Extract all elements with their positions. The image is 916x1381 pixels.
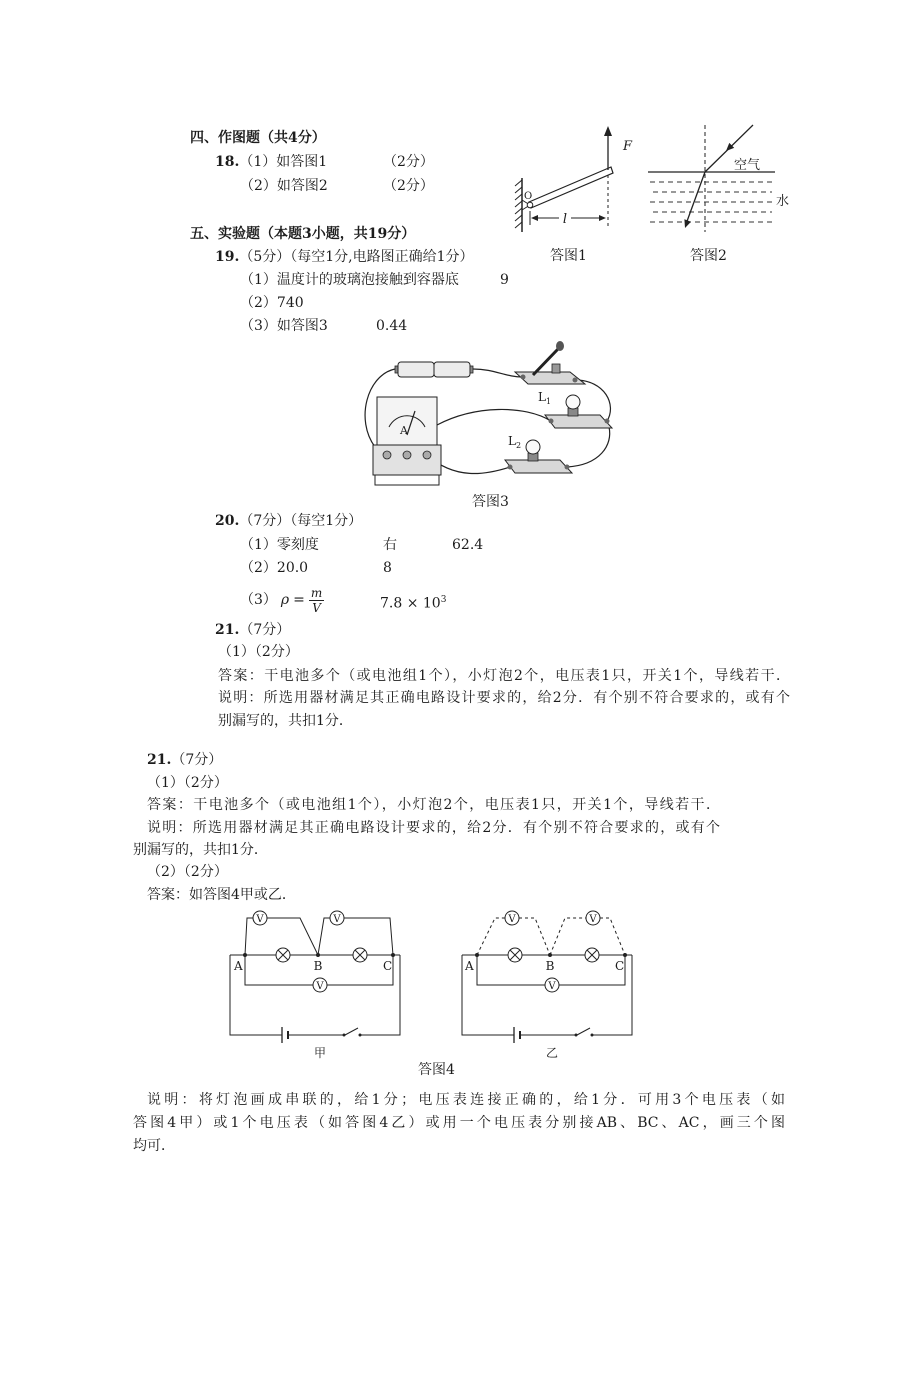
circuit-jia-label: 甲 — [313, 1046, 327, 1060]
q20-number: 20. — [215, 513, 240, 529]
lamp2-terminal — [565, 465, 570, 470]
ammeter-base — [373, 445, 441, 475]
q21-part1: （1）（2分） — [147, 775, 228, 791]
wall-hatch-line — [515, 222, 522, 228]
lamp1-base — [545, 415, 612, 428]
q20-part2: （2）20.0 — [240, 560, 309, 576]
lamp1-terminal — [549, 419, 554, 424]
switch-contact — [343, 1034, 346, 1037]
wire — [567, 427, 610, 467]
point-a-label: A — [234, 959, 243, 973]
q18-part1-text: （1）如答图1 — [239, 154, 328, 170]
q21-final-note-line3: 均可． — [133, 1138, 175, 1154]
wall-hatch-line — [515, 194, 522, 200]
voltmeter-bc-wire — [344, 918, 393, 955]
switch-contact — [591, 1034, 594, 1037]
voltmeter-symbol: V — [333, 914, 341, 925]
force-arrow-head — [604, 126, 612, 136]
lamp1-subscript: 1 — [545, 397, 552, 406]
point-b-label: B — [313, 959, 323, 973]
q19-part3-answer: 0.44 — [376, 318, 408, 334]
wire — [437, 409, 551, 425]
battery-cell-2 — [434, 362, 470, 377]
q20-part1-answer-b: 62.4 — [452, 537, 484, 553]
lamp2-letter: L — [508, 434, 516, 448]
lamp1-terminal — [605, 419, 610, 424]
q21-final-note-line1: 说明：将灯泡画成串联的，给1分；电压表连接正确的，给1分．可用3个电压表（如 — [147, 1092, 785, 1108]
voltmeter-symbol: V — [548, 981, 556, 992]
junction-b — [316, 953, 320, 957]
q21-first-header — [215, 621, 290, 639]
section5-title: 五、实验题（本题3小题，共19分） — [190, 226, 416, 242]
wire — [592, 955, 632, 1035]
arm-label: l — [562, 212, 568, 227]
lamp2-subscript: 2 — [515, 441, 522, 450]
point-c-label: C — [615, 959, 625, 973]
q20-part3-label: （3） — [240, 592, 277, 608]
density-value-mantissa: 7.8 × 10 — [380, 595, 441, 612]
wire — [360, 955, 400, 1035]
switch-clip — [552, 364, 560, 373]
ammeter-face — [377, 397, 437, 445]
q19-part3: （3）如答图3 — [240, 318, 328, 334]
ammeter-label-strip — [375, 475, 439, 485]
ammeter-label: A — [400, 424, 408, 437]
q18-number: 18. — [215, 154, 240, 170]
section4-title: 四、作图题（共4分） — [190, 130, 326, 146]
switch-blade — [345, 1028, 358, 1035]
switch-blade — [577, 1028, 590, 1035]
density-value-exponent: 3 — [440, 595, 447, 605]
q18-part1-score: （2分） — [383, 154, 434, 170]
switch-contact — [575, 1034, 578, 1037]
q20-part1-answer-a: 右 — [383, 537, 397, 553]
figure-3-circuit — [355, 335, 620, 495]
lamp2-terminal — [508, 465, 513, 470]
wall-hatch-line — [515, 208, 522, 214]
pivot-point — [527, 202, 533, 208]
q20-part2-answer: 8 — [383, 560, 392, 576]
ammeter-terminal — [423, 451, 431, 459]
q21-part2: （2）（2分） — [147, 864, 228, 880]
figure-1-caption: 答图1 — [550, 248, 587, 264]
lamp1-bulb — [566, 395, 580, 409]
switch-contact — [359, 1034, 362, 1037]
figure-2-caption: 答图2 — [690, 248, 727, 264]
q21-part2-answer: 答案：如答图4甲或乙． — [147, 887, 296, 903]
circuit-jia — [230, 911, 400, 1060]
q21-first-part1: （1）（2分） — [218, 644, 299, 660]
optional-voltmeter-ab-wire — [519, 918, 550, 955]
circuit-yi-label: 乙 — [545, 1046, 559, 1060]
junction-a — [243, 953, 247, 957]
voltmeter-symbol: V — [589, 914, 597, 925]
q21-first-answer: 答案：干电池多个（或电池组1个），小灯泡2个，电压表1只，开关1个，导线若干． — [218, 668, 790, 684]
optional-voltmeter-bc-wire — [600, 918, 625, 955]
circuit-yi — [462, 911, 632, 1060]
lamp2-bulb — [526, 440, 540, 454]
lever-rod — [529, 167, 613, 208]
q18-part1 — [215, 153, 327, 171]
junction-c — [623, 953, 627, 957]
figure-1-lever — [505, 120, 640, 238]
switch-terminal — [573, 378, 578, 383]
battery-terminal — [470, 366, 473, 373]
q21-header-text: （7分） — [171, 752, 223, 768]
pivot-label: O — [524, 191, 533, 202]
q19-number: 19. — [215, 249, 240, 265]
equals-sign: = — [293, 592, 305, 608]
q21-first-number: 21. — [215, 622, 240, 638]
q20-header — [215, 512, 362, 530]
junction-b — [548, 953, 552, 957]
q19-part1: （1）温度计的玻璃泡接触到容器底 — [240, 272, 459, 288]
wall-hatch-line — [515, 187, 522, 193]
switch-terminal — [521, 375, 526, 380]
lamp1-label — [538, 390, 551, 406]
q21-number: 21. — [147, 752, 172, 768]
q19-header-text: （5分）（每空1分,电路图正确给1分） — [239, 249, 474, 265]
q21-first-note-line1: 说明：所选用器材满足其正确电路设计要求的，给2分．有个别不符合要求的，或有个 — [218, 690, 790, 706]
point-c-label: C — [383, 959, 393, 973]
voltmeter-symbol: V — [256, 914, 264, 925]
q21-first-header-text: （7分） — [239, 622, 291, 638]
q21-note-line1: 说明：所选用器材满足其正确电路设计要求的，给2分．有个别不符合要求的，或有个 — [147, 820, 720, 836]
q18-part2: （2）如答图2 — [240, 178, 328, 194]
battery-cell-1 — [398, 362, 434, 377]
ammeter-terminal — [403, 451, 411, 459]
refracted-ray-arrow — [684, 219, 691, 228]
mass-over-volume-fraction — [309, 586, 324, 615]
lamp1-letter: L — [538, 390, 546, 404]
q21-answer: 答案：干电池多个（或电池组1个），小灯泡2个，电压表1只，开关1个，导线若干． — [147, 797, 720, 813]
voltmeter-ab-wire — [267, 918, 318, 955]
q20-part3 — [240, 582, 324, 618]
junction-a — [475, 953, 479, 957]
arm-arrow-left — [531, 215, 538, 221]
wall-hatch-line — [515, 201, 522, 207]
q20-part3-value — [380, 591, 446, 613]
wall-hatch-line — [515, 180, 522, 186]
q18-part2-score: （2分） — [383, 178, 434, 194]
q21-note-line2: 别漏写的，共扣1分． — [133, 842, 268, 858]
switch-handle — [556, 341, 564, 351]
point-b-label: B — [545, 959, 555, 973]
ammeter-terminal — [383, 451, 391, 459]
voltmeter-bc-wire — [318, 918, 330, 955]
density-symbol: ρ — [280, 592, 290, 608]
voltmeter-symbol: V — [508, 914, 516, 925]
wall-hatch-line — [515, 215, 522, 221]
q19-part2: （2）740 — [240, 295, 304, 311]
junction-c — [391, 953, 395, 957]
refracted-ray — [686, 172, 705, 224]
air-label: 空气 — [734, 158, 761, 173]
arm-arrow-right — [599, 215, 606, 221]
force-label: F — [623, 139, 633, 154]
figure-3-caption: 答图3 — [472, 494, 509, 510]
optional-voltmeter-ab-wire — [477, 918, 505, 955]
q20-header-text: （7分）（每空1分） — [239, 513, 363, 529]
fraction-denominator: V — [312, 600, 321, 615]
q21-first-note-line2: 别漏写的，共扣1分． — [218, 713, 353, 729]
q19-part1-answer: 9 — [500, 272, 509, 288]
fraction-numerator: m — [310, 585, 323, 600]
figure-2-refraction — [640, 120, 800, 240]
q19-header — [215, 248, 474, 266]
point-a-label: A — [465, 959, 474, 973]
q20-part1: （1）零刻度 — [240, 537, 319, 553]
voltmeter-symbol: V — [316, 981, 324, 992]
optional-voltmeter-bc-wire — [550, 918, 586, 955]
figure-4-caption: 答图4 — [418, 1062, 455, 1078]
voltmeter-ab-wire — [245, 918, 253, 955]
q21-header — [147, 751, 222, 769]
lamp2-base — [505, 460, 572, 473]
water-label: 水 — [776, 194, 790, 209]
lamp2-label — [508, 434, 521, 450]
figure-4-circuits — [220, 900, 652, 1065]
q21-final-note-line2: 答图4甲）或1个电压表（如答图4乙）或用一个电压表分别接AB、BC、AC，画三个图 — [133, 1115, 785, 1131]
